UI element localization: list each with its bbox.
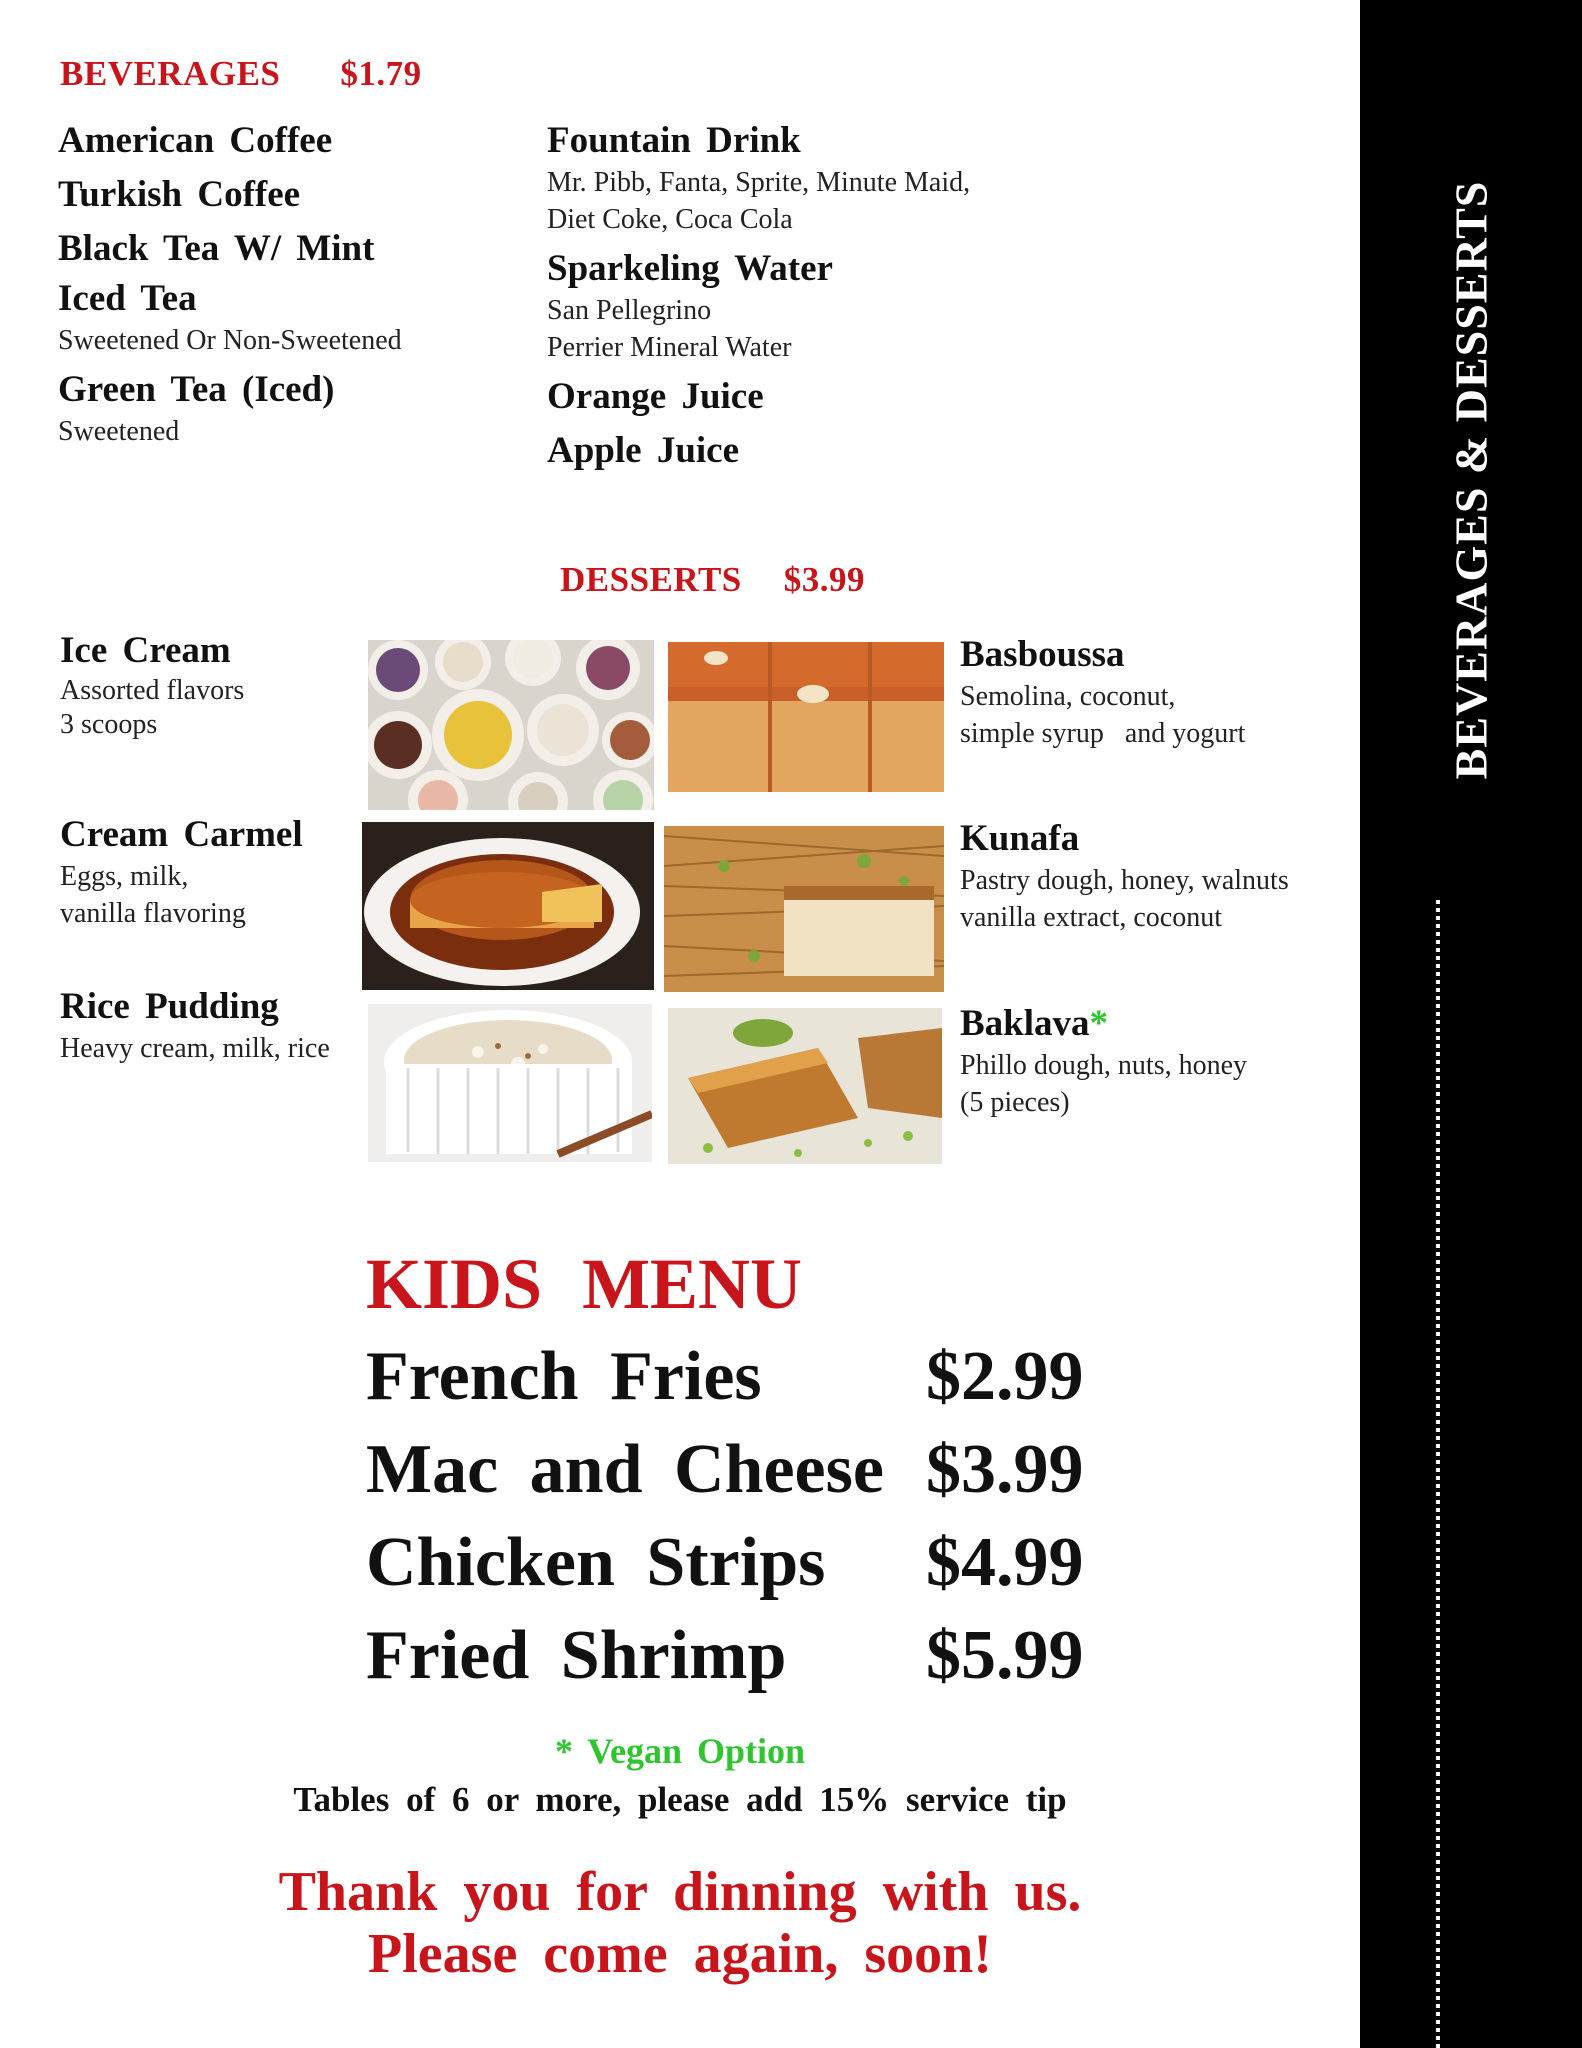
sidebar-panel — [1360, 0, 1582, 2048]
kids-menu-row — [366, 1616, 1086, 1706]
menu-item-name: Black Tea W/ Mint — [58, 228, 375, 269]
menu-item-description: (5 pieces) — [960, 1087, 1070, 1118]
menu-item-name: Iced Tea — [58, 278, 197, 319]
beverages-title: BEVERAGES — [60, 54, 281, 93]
menu-item-name: Baklava — [960, 1003, 1090, 1044]
thanks-line-1: Thank you for dinning with us. — [278, 1861, 1082, 1923]
sidebar-dotted-line — [1436, 900, 1440, 2048]
menu-item-name: Fountain Drink — [547, 120, 801, 161]
kids-item-name: Chicken Strips — [366, 1524, 826, 1601]
menu-item-description: Mr. Pibb, Fanta, Sprite, Minute Maid, — [547, 167, 971, 198]
kunafa-photo — [664, 826, 944, 992]
basboussa-photo — [668, 642, 944, 810]
menu-item-name: Sparkeling Water — [547, 248, 833, 289]
menu-item-description: 3 scoops — [60, 709, 158, 740]
rice-pudding-photo — [368, 1004, 652, 1162]
kids-item-price: $3.99 — [926, 1431, 1084, 1508]
dessert-item — [960, 816, 1320, 936]
menu-item-description: Diet Coke, Coca Cola — [547, 204, 793, 235]
menu-item-name: Orange Juice — [547, 376, 764, 417]
beverages-left-column — [58, 118, 498, 450]
desserts-price: $3.99 — [783, 560, 866, 599]
dessert-item — [960, 632, 1320, 752]
beverages-price: $1.79 — [340, 54, 422, 93]
menu-item-description: Phillo dough, nuts, honey — [960, 1050, 1248, 1081]
service-note: Tables of 6 or more, please add 15% service tip — [293, 1780, 1067, 1819]
menu-item-name: Rice Pudding — [60, 986, 279, 1027]
menu-item-description: Pastry dough, honey, walnuts — [960, 865, 1289, 896]
kids-item-name: Fried Shrimp — [366, 1617, 787, 1694]
kids-menu-row — [366, 1337, 1086, 1427]
beverages-heading — [60, 54, 422, 94]
kids-item-price: $2.99 — [926, 1338, 1084, 1415]
kids-menu-row — [366, 1430, 1086, 1520]
dessert-item — [60, 984, 370, 1067]
menu-item-description: vanilla extract, coconut — [960, 902, 1222, 933]
menu-item-name: Apple Juice — [547, 430, 740, 471]
menu-item-description: Semolina, coconut, — [960, 681, 1176, 712]
menu-item-description: Sweetened — [58, 416, 180, 447]
menu-item-name: American Coffee — [58, 120, 333, 161]
thanks-line-2: Please come again, soon! — [368, 1923, 992, 1985]
vegan-note: * Vegan Option — [554, 1731, 806, 1771]
menu-item-description: Heavy cream, milk, rice — [60, 1033, 330, 1064]
kids-item-price: $4.99 — [926, 1524, 1084, 1601]
menu-item-description: vanilla flavoring — [60, 898, 246, 929]
menu-item-description: San Pellegrino — [547, 295, 712, 326]
baklava-photo — [668, 1008, 942, 1164]
menu-item-description: Eggs, milk, — [60, 861, 189, 892]
menu-item-name-row — [960, 1001, 1320, 1047]
menu-item-name: Basboussa — [960, 634, 1125, 675]
menu-item-description: simple syrup and yogurt — [960, 718, 1246, 749]
ice-cream-photo — [368, 640, 654, 810]
desserts-title: DESSERTS — [560, 560, 742, 599]
dessert-item — [960, 1001, 1320, 1121]
cream-caramel-photo — [362, 822, 654, 990]
menu-item-name: Turkish Coffee — [58, 174, 301, 215]
kids-item-price: $5.99 — [926, 1617, 1084, 1694]
vegan-mark: * — [1089, 1003, 1109, 1044]
kids-menu-title: KIDS MENU — [366, 1244, 803, 1324]
menu-item-description: Sweetened Or Non-Sweetened — [58, 325, 402, 356]
beverages-right-column — [547, 118, 1107, 474]
menu-item-name: Ice Cream — [60, 630, 231, 671]
sidebar-title-wrap — [1360, 0, 1582, 2048]
kids-item-name: French Fries — [366, 1338, 762, 1415]
dessert-item — [60, 812, 360, 932]
menu-item-description: Assorted flavors — [60, 675, 245, 706]
menu-item-name: Cream Carmel — [60, 814, 303, 855]
sidebar-title: BEVERAGES & DESSERTS — [1445, 180, 1497, 780]
desserts-heading — [560, 560, 865, 600]
kids-item-name: Mac and Cheese — [366, 1431, 884, 1508]
menu-item-description: Perrier Mineral Water — [547, 332, 792, 363]
menu-item-name: Kunafa — [960, 818, 1080, 859]
menu-item-name: Green Tea (Iced) — [58, 369, 335, 410]
dessert-item — [60, 628, 360, 742]
kids-menu-row — [366, 1523, 1086, 1613]
